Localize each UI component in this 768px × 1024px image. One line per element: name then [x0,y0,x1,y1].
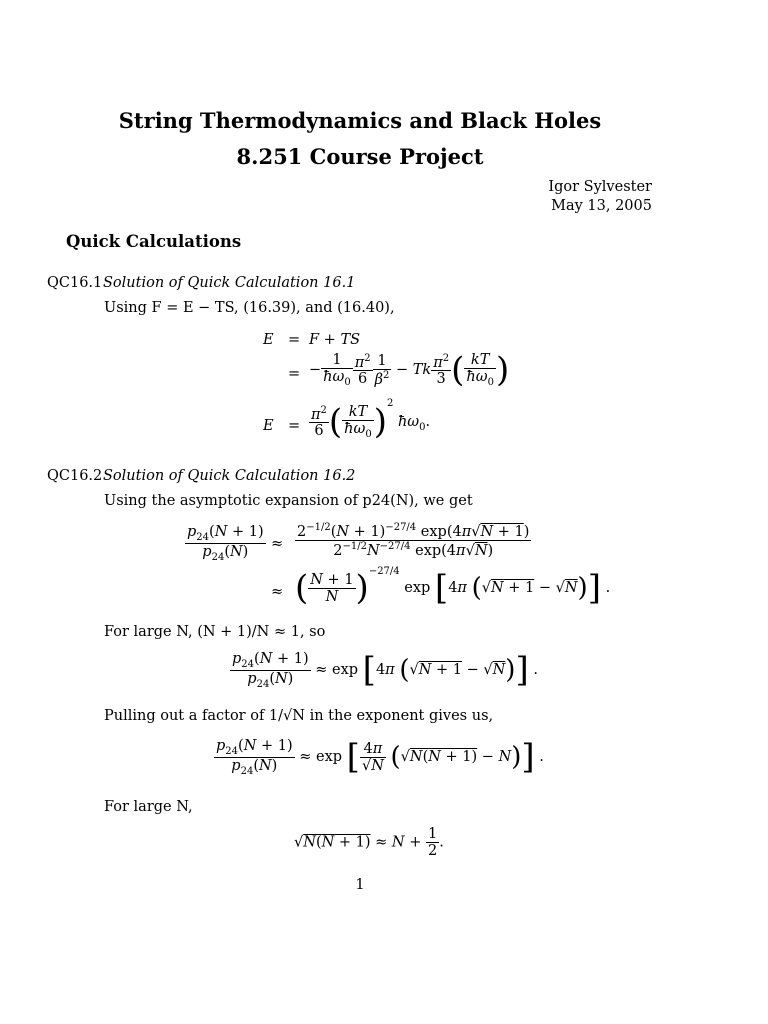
page-number: 1 [355,877,365,893]
qc1-intro: Using F = E − TS, (16.39), and (16.40), [104,300,395,316]
qc2-factor-text: Pulling out a factor of 1/√N in the exponent gives us, [104,708,494,724]
qc1-number: QC16.1 [47,275,103,291]
qc2-heading [47,468,355,484]
qc1-heading [47,275,355,291]
paper-subtitle: 8.251 Course Project [236,144,484,169]
section-title: Quick Calculations [66,232,242,251]
author-name: Igor Sylvester [548,179,652,195]
qc2-intro: Using the asymptotic expansion of p24(N), we get [104,493,473,509]
qc2-large-n-text: For large N, (N + 1)/N ≈ 1, so [104,624,326,640]
author-date: May 13, 2005 [551,198,652,214]
qc1-title: Solution of Quick Calculation 16.1 [103,275,356,291]
qc2-large-n2-text: For large N, [104,799,193,815]
qc2-number: QC16.2 [47,468,103,484]
qc2-title: Solution of Quick Calculation 16.2 [103,468,356,484]
paper-title: String Thermodynamics and Black Holes [118,108,602,133]
